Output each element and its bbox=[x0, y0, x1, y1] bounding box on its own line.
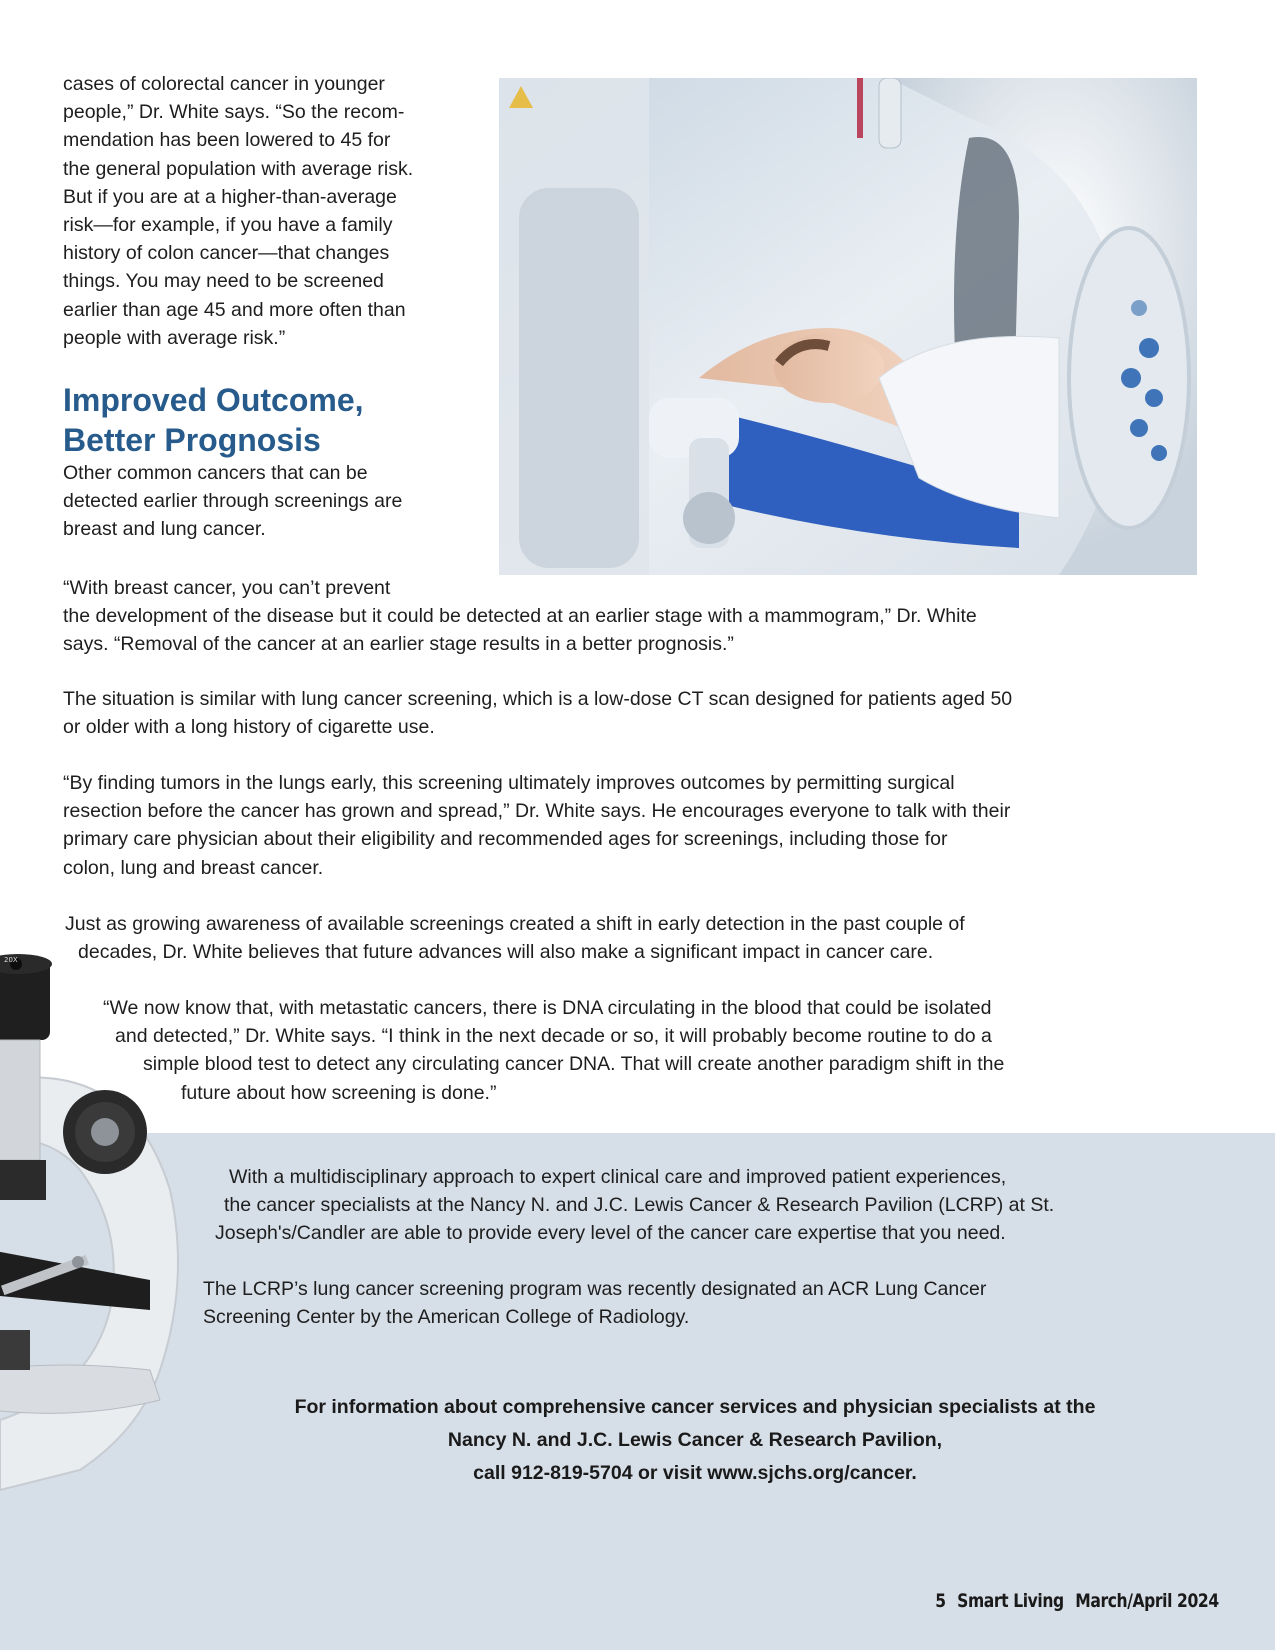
text-line: decades, Dr. White believes that future advances will also make a significant impact in cancer care. bbox=[78, 941, 934, 964]
text-line: the development of the disease but it could be detected at an earlier stage with a mammogram,” Dr. White bbox=[63, 605, 977, 628]
text-line: the general population with average risk. bbox=[63, 157, 414, 180]
text-line: For information about comprehensive cancer services and physician specialists at the bbox=[294, 1396, 1096, 1418]
microscope-icon bbox=[0, 950, 180, 1510]
text-line: “We now know that, with metastatic cancers, there is DNA circulating in the blood that could be isolated bbox=[103, 997, 992, 1019]
page-footer bbox=[924, 1590, 1219, 1612]
text-line: cases of colorectal cancer in younger bbox=[63, 73, 385, 95]
text-line: future about how screening is done.” bbox=[181, 1081, 497, 1104]
breast-cancer-paragraph bbox=[63, 574, 1213, 659]
text-line: history of colon cancer—that changes bbox=[63, 242, 390, 265]
awareness-paragraph bbox=[63, 910, 1213, 966]
multidisciplinary-paragraph bbox=[200, 1163, 1200, 1248]
text-line: Screening Center by the American College of Radiology. bbox=[203, 1306, 690, 1329]
dna-paragraph bbox=[63, 994, 1213, 1107]
intro-paragraph bbox=[63, 70, 493, 352]
text-line: detected earlier through screenings are bbox=[63, 490, 403, 513]
text-line: colon, lung and breast cancer. bbox=[63, 856, 324, 879]
text-line: breast and lung cancer. bbox=[63, 518, 266, 541]
ct-scan-photo bbox=[499, 78, 1197, 575]
other-cancers-paragraph bbox=[63, 459, 483, 544]
tumors-paragraph bbox=[63, 769, 1213, 882]
text-line: people,” Dr. White says. “So the recom- bbox=[63, 101, 405, 124]
text-line: simple blood test to detect any circulating cancer DNA. That will create another paradigm shift in the bbox=[143, 1053, 1005, 1076]
heading-line: Better Prognosis bbox=[63, 422, 321, 458]
section-heading bbox=[63, 380, 483, 460]
text-line: the cancer specialists at the Nancy N. and J.C. Lewis Cancer & Research Pavilion (LCRP) at St. bbox=[224, 1194, 1055, 1217]
issue-date: March/April 2024 bbox=[1075, 1590, 1219, 1612]
magnification-label: 20X bbox=[4, 956, 18, 964]
text-line: earlier than age 45 and more often than bbox=[63, 298, 406, 321]
contact-callout bbox=[200, 1391, 1190, 1490]
text-line: resection before the cancer has grown and spread,” Dr. White says. He encourages everyone to talk with their bbox=[63, 800, 1011, 823]
text-line: “By finding tumors in the lungs early, this screening ultimately improves outcomes by permitting surgical bbox=[63, 772, 955, 794]
text-line: risk—for example, if you have a family bbox=[63, 214, 393, 237]
lung-screening-paragraph bbox=[63, 685, 1213, 741]
acr-paragraph bbox=[203, 1275, 1193, 1331]
heading-line: Improved Outcome, bbox=[63, 382, 364, 418]
text-line: Joseph's/Candler are able to provide every level of the cancer care expertise that you need. bbox=[215, 1222, 1006, 1245]
text-line: The LCRP’s lung cancer screening program was recently designated an ACR Lung Cancer bbox=[203, 1278, 987, 1300]
text-line: mendation has been lowered to 45 for bbox=[63, 129, 391, 152]
text-line: primary care physician about their eligibility and recommended ages for screenings, including those for bbox=[63, 828, 948, 851]
text-line: or older with a long history of cigarette use. bbox=[63, 716, 435, 739]
ct-scan-illustration bbox=[499, 78, 1197, 575]
text-line: But if you are at a higher-than-average bbox=[63, 185, 397, 208]
text-line: says. “Removal of the cancer at an earlier stage results in a better prognosis.” bbox=[63, 633, 734, 656]
text-line: “With breast cancer, you can’t prevent bbox=[63, 577, 391, 599]
publication-name: Smart Living bbox=[957, 1590, 1064, 1612]
text-line: call 912-819-5704 or visit www.sjchs.org/cancer. bbox=[473, 1462, 917, 1484]
text-line: Just as growing awareness of available screenings created a shift in early detection in the past couple of bbox=[65, 913, 965, 935]
text-line: and detected,” Dr. White says. “I think in the next decade or so, it will probably become routine to do a bbox=[115, 1025, 992, 1048]
text-line: Other common cancers that can be bbox=[63, 462, 368, 484]
microscope-image bbox=[0, 950, 180, 1510]
text-line: With a multidisciplinary approach to expert clinical care and improved patient experiences, bbox=[229, 1166, 1007, 1188]
text-line: Nancy N. and J.C. Lewis Cancer & Research Pavilion, bbox=[447, 1429, 943, 1451]
text-line: things. You may need to be screened bbox=[63, 270, 384, 293]
text-line: The situation is similar with lung cancer screening, which is a low-dose CT scan designed for patients aged 50 bbox=[63, 688, 1013, 710]
text-line: people with average risk.” bbox=[63, 326, 286, 349]
page-number: 5 bbox=[935, 1590, 946, 1612]
